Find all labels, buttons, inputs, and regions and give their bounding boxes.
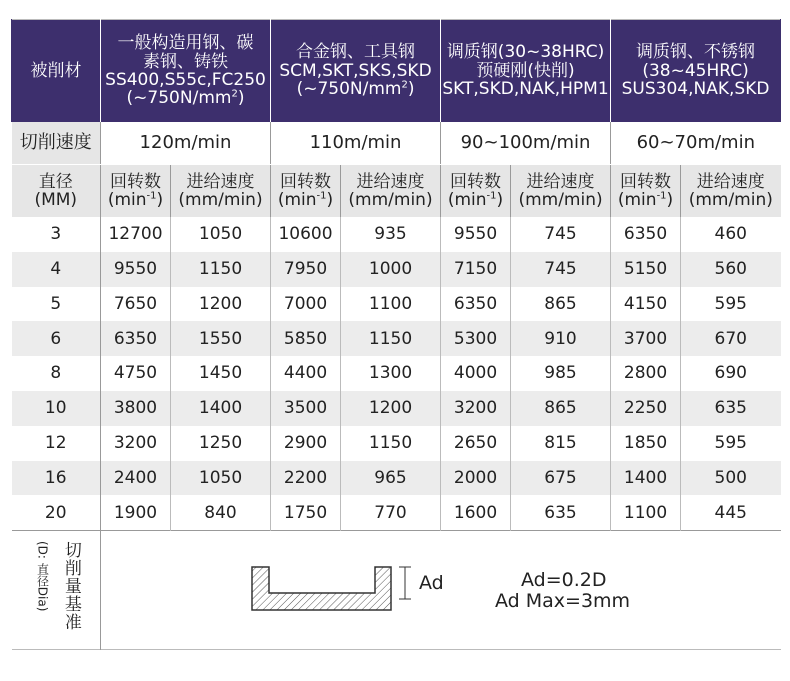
feed-cell: 595 — [714, 293, 747, 314]
group-3-line-1: 调质钢(30~38HRC) — [446, 42, 605, 63]
diameter-cell: 3 — [12, 217, 101, 252]
depth-of-cut-row — [12, 531, 781, 650]
rpm-unit-end: ) — [326, 190, 334, 210]
group-4-line-3: SUS304,NAK,SKD — [621, 79, 770, 100]
rpm-cell: 6350 — [101, 321, 171, 356]
rpm-cell: 12700 — [101, 217, 171, 252]
feed-header-line-2: (mm/min) — [688, 190, 773, 210]
rpm-cell: 7000 — [271, 287, 341, 322]
rpm-cell: 2250 — [611, 391, 681, 426]
rpm-header-line-2 — [278, 190, 333, 210]
material-group-1 — [101, 20, 271, 123]
cutting-conditions-table — [11, 19, 781, 650]
table-row — [12, 356, 781, 391]
feed-cell: 865 — [511, 391, 611, 426]
rpm-cell: 1100 — [611, 495, 681, 530]
diameter-header-line-1: 直径 — [38, 171, 73, 192]
rpm-unit-sup: -1 — [316, 190, 327, 202]
rpm-cell: 5850 — [271, 321, 341, 356]
table-row — [12, 252, 781, 287]
depth-of-cut-label: 切削量基准 — [60, 541, 81, 632]
feed-cell: 670 — [681, 321, 781, 356]
feed-header-line-1: 进给速度 — [356, 171, 425, 192]
table-row — [12, 217, 781, 252]
rpm-cell: 10600 — [271, 217, 341, 252]
feed-cell: 1000 — [341, 252, 441, 287]
rpm-cell: 2800 — [611, 356, 681, 391]
material-group-4 — [611, 20, 781, 123]
feed-cell: 635 — [511, 495, 611, 530]
workpiece-profile — [252, 567, 391, 610]
diameter-cell: 12 — [12, 426, 101, 461]
formula-ad-max: Ad Max=3mm — [495, 590, 631, 613]
table-row — [12, 495, 781, 530]
diameter-cell: 6 — [12, 321, 101, 356]
rpm-cell: 3200 — [441, 391, 511, 426]
table-row — [12, 391, 781, 426]
rpm-unit-end: ) — [156, 190, 164, 210]
rpm-header — [101, 165, 171, 218]
cutting-speed-value: 120m/min — [101, 122, 271, 165]
feed-cell: 1050 — [171, 217, 271, 252]
feed-cell: 635 — [681, 391, 781, 426]
feed-cell: 500 — [681, 461, 781, 496]
material-label: 被削材 — [12, 20, 101, 123]
rpm-header — [271, 165, 341, 218]
group-2-line-3-sup: 2 — [401, 79, 408, 91]
material-group-3 — [441, 20, 611, 123]
rpm-cell: 2200 — [271, 461, 341, 496]
cutting-speed-value: 110m/min — [271, 122, 441, 165]
rpm-cell: 1850 — [611, 426, 681, 461]
table-row — [12, 321, 781, 356]
material-header-row — [12, 20, 781, 123]
group-1-line-1: 一般构造用钢、碳 — [117, 33, 254, 54]
group-1-line-2: 素钢、铸铁 — [143, 51, 228, 72]
feed-cell: 1200 — [171, 287, 271, 322]
feed-cell: 1150 — [341, 321, 441, 356]
column-subheader-row — [12, 165, 781, 218]
group-4-line-2: (38~45HRC) — [642, 60, 749, 81]
rpm-cell: 2000 — [441, 461, 511, 496]
feed-cell: 840 — [171, 495, 271, 530]
ad-label: Ad — [419, 572, 444, 595]
diameter-cell: 20 — [12, 495, 101, 530]
depth-of-cut-sub-label: (D: 直径Dia) — [35, 541, 50, 612]
rpm-cell: 1750 — [271, 495, 341, 530]
group-1-line-4-text: (~750N/mm — [126, 88, 232, 109]
formula-ad: Ad=0.2D — [521, 569, 607, 592]
table-row — [12, 426, 781, 461]
rpm-cell: 2650 — [441, 426, 511, 461]
rpm-cell: 9550 — [441, 217, 511, 252]
cutting-speed-row — [12, 122, 781, 165]
diameter-cell: 5 — [12, 287, 101, 322]
rpm-cell: 7150 — [441, 252, 511, 287]
rpm-cell: 1900 — [101, 495, 171, 530]
rpm-cell: 4750 — [101, 356, 171, 391]
feed-cell: 745 — [511, 252, 611, 287]
feed-cell: 1450 — [171, 356, 271, 391]
rpm-cell: 7950 — [271, 252, 341, 287]
rpm-header-line-2 — [448, 190, 503, 210]
feed-cell: 865 — [511, 287, 611, 322]
feed-cell: 985 — [511, 356, 611, 391]
feed-cell: 445 — [714, 502, 747, 523]
feed-cell: 675 — [511, 461, 611, 496]
material-group-2 — [271, 20, 441, 123]
group-3-line-2: 预硬刚(快削) — [476, 60, 575, 81]
cutting-speed-label: 切削速度 — [12, 122, 101, 165]
feed-cell: 460 — [714, 224, 747, 245]
rpm-unit-text: (min — [447, 190, 487, 210]
feed-cell: 560 — [681, 252, 781, 287]
feed-cell: 1550 — [171, 321, 271, 356]
feed-cell: 745 — [511, 217, 611, 252]
group-4-line-1: 调质钢、不锈钢 — [636, 42, 756, 63]
group-2-line-2: SCM,SKT,SKS,SKD — [279, 60, 432, 81]
diameter-cell: 16 — [12, 461, 101, 496]
rpm-cell: 1600 — [441, 495, 511, 530]
diameter-cell: 10 — [12, 391, 101, 426]
group-3-line-3: SKT,SKD,NAK,HPM1 — [442, 79, 609, 100]
cutting-speed-value: 90~100m/min — [441, 122, 611, 165]
rpm-cell: 4150 — [611, 287, 681, 322]
feed-cell: 1050 — [171, 461, 271, 496]
rpm-cell: 5300 — [441, 321, 511, 356]
slot-diagram — [101, 531, 781, 649]
rpm-cell: 3200 — [101, 426, 171, 461]
rpm-cell: 6350 — [441, 287, 511, 322]
rpm-header — [441, 165, 511, 218]
feed-header-line-2: (mm/min) — [348, 190, 433, 210]
feed-header-line-2: (mm/min) — [178, 190, 263, 210]
feed-header — [171, 165, 271, 218]
rpm-unit-end: ) — [666, 190, 674, 210]
rpm-cell: 6350 — [611, 217, 681, 252]
feed-cell: 1400 — [171, 391, 271, 426]
group-2-line-1: 合金钢、工具钢 — [296, 42, 416, 63]
feed-cell: 1100 — [341, 287, 441, 322]
rpm-header — [611, 165, 681, 218]
depth-of-cut-label-cell — [12, 531, 101, 650]
feed-header — [341, 165, 441, 218]
rpm-cell: 3500 — [271, 391, 341, 426]
rpm-unit-text: (min — [617, 190, 657, 210]
feed-cell: 815 — [511, 426, 611, 461]
table-row — [12, 461, 781, 496]
group-2-line-3-end: ) — [407, 79, 415, 100]
rpm-cell: 2900 — [271, 426, 341, 461]
feed-header-line-1: 进给速度 — [186, 171, 255, 192]
rpm-header-line-1: 回转数 — [450, 171, 502, 192]
group-1-line-3: SS400,S55c,FC250 — [105, 70, 266, 90]
rpm-cell: 3700 — [611, 321, 681, 356]
rpm-header-line-2 — [618, 190, 673, 210]
group-2-line-3 — [297, 79, 415, 99]
rpm-header-line-2 — [108, 190, 163, 210]
diameter-header — [12, 165, 101, 218]
feed-header-line-1: 进给速度 — [526, 171, 595, 192]
table-body — [12, 217, 781, 531]
feed-header-line-1: 进给速度 — [696, 171, 765, 192]
feed-cell: 965 — [341, 461, 441, 496]
depth-of-cut-diagram-cell — [101, 531, 781, 650]
feed-header — [681, 165, 781, 218]
feed-cell: 1250 — [171, 426, 271, 461]
diameter-cell: 8 — [12, 356, 101, 391]
rpm-unit-sup: -1 — [146, 190, 157, 202]
feed-cell: 1300 — [341, 356, 441, 391]
rpm-cell: 4000 — [441, 356, 511, 391]
group-1-line-4-sup: 2 — [231, 88, 238, 100]
rpm-cell: 9550 — [101, 252, 171, 287]
diameter-header-line-2: (MM) — [34, 190, 78, 210]
feed-header-line-2: (mm/min) — [518, 190, 603, 210]
rpm-cell: 5150 — [611, 252, 681, 287]
group-1-line-4-end: ) — [237, 88, 245, 109]
feed-cell: 1200 — [341, 391, 441, 426]
rpm-header-line-1: 回转数 — [280, 171, 332, 192]
feed-cell: 595 — [714, 433, 747, 453]
rpm-cell: 2400 — [101, 461, 171, 496]
feed-cell: 910 — [511, 321, 611, 356]
feed-cell: 1150 — [171, 252, 271, 287]
table-row — [12, 287, 781, 322]
rpm-header-line-1: 回转数 — [110, 171, 161, 192]
feed-cell: 935 — [341, 217, 441, 252]
cutting-speed-value: 60~70m/min — [611, 122, 781, 165]
feed-cell: 690 — [714, 363, 747, 384]
diameter-cell: 4 — [12, 252, 101, 287]
group-1-line-4 — [127, 88, 245, 108]
rpm-unit-text: (min — [277, 190, 317, 210]
rpm-cell: 7650 — [101, 287, 171, 322]
feed-cell: 770 — [341, 495, 441, 530]
rpm-header-line-1: 回转数 — [620, 171, 672, 192]
rpm-cell: 1400 — [611, 461, 681, 496]
rpm-unit-sup: -1 — [656, 190, 667, 202]
feed-header — [511, 165, 611, 218]
rpm-unit-text: (min — [107, 190, 147, 210]
group-2-line-3-text: (~750N/mm — [296, 79, 402, 100]
rpm-cell: 3800 — [101, 391, 171, 426]
rpm-unit-end: ) — [496, 190, 504, 210]
feed-cell: 1150 — [341, 426, 441, 461]
rpm-unit-sup: -1 — [486, 190, 497, 202]
rpm-cell: 4400 — [271, 356, 341, 391]
